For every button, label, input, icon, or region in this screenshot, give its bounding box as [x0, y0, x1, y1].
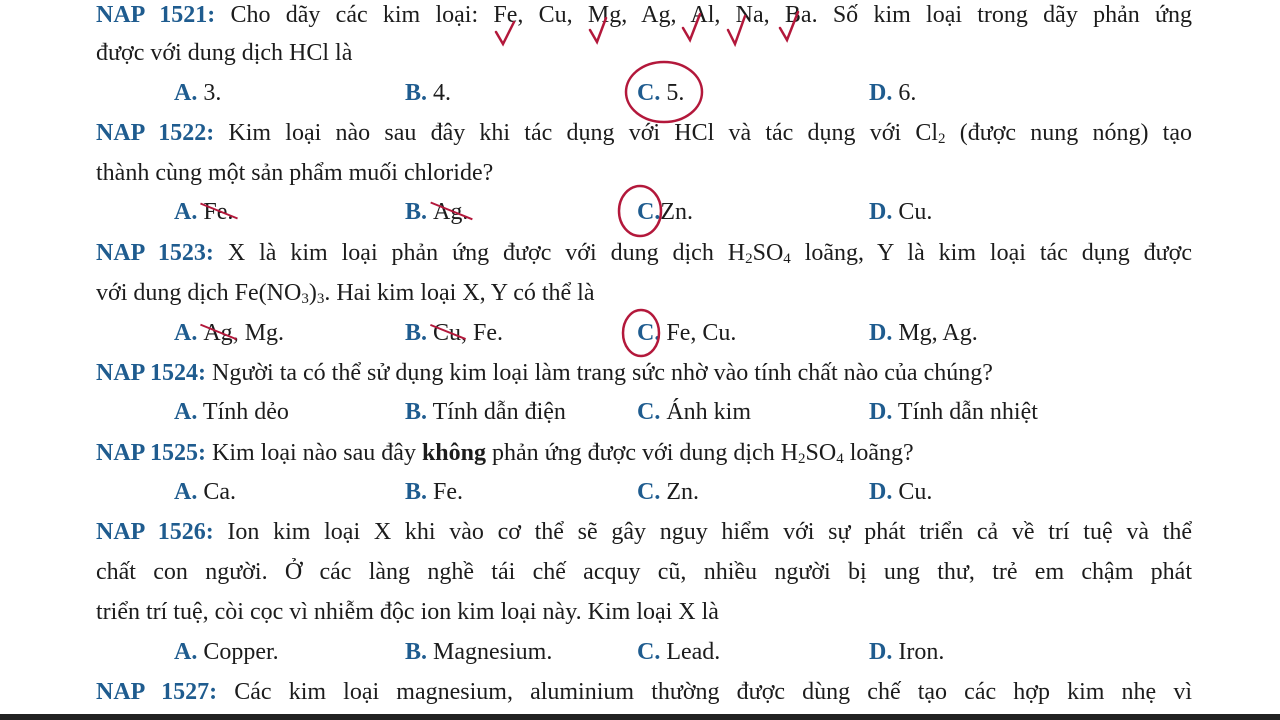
question-text: Các kim loại magnesium, aluminium thường được dùng chế tạo các hợp kim nhẹ vì: [234, 679, 1192, 705]
option-b: B. Magnesium.: [405, 639, 553, 665]
question-label: NAP 1526:: [96, 519, 214, 545]
option-d: D. Tính dẫn nhiệt: [869, 399, 1038, 425]
question-label: NAP 1527:: [96, 679, 218, 705]
option-c: C. Zn.: [637, 479, 700, 505]
option-d: D. Iron.: [869, 639, 945, 665]
question-1522-line-2: [96, 158, 1192, 188]
question-label: NAP 1521:: [96, 2, 216, 28]
question-label: NAP 1524:: [96, 360, 206, 386]
question-1526-line-3: [96, 597, 1192, 627]
question-1523-line-2: [96, 278, 1192, 308]
question-1522-line-1: [96, 118, 1192, 148]
option-b: B. Tính dẫn điện: [405, 399, 566, 425]
option-c: C. 5.: [637, 80, 685, 106]
question-label: NAP 1525:: [96, 440, 206, 466]
option-a: A. Ca.: [174, 479, 237, 505]
option-c: C. Fe, Cu.: [637, 320, 737, 346]
question-1527-line-1: [96, 677, 1192, 707]
option-b: B. Fe.: [405, 479, 464, 505]
option-d: D. Mg, Ag.: [869, 320, 978, 346]
bottom-edge: [0, 714, 1280, 720]
option-d: D. 6.: [869, 80, 917, 106]
question-label: NAP 1523:: [96, 240, 214, 266]
question-text: Người ta có thể sử dụng kim loại làm trang sức nhờ vào tính chất nào của chúng?: [212, 360, 993, 386]
option-a: A. Copper.: [174, 639, 279, 665]
question-text: Cho dãy các kim loại: Fe, Cu, Mg, Ag, Al, Na, Ba. Số kim loại trong dãy phản ứng: [230, 2, 1193, 28]
option-a: A. Fe.: [174, 199, 234, 225]
option-b: B. Ag.: [405, 199, 469, 225]
question-label: NAP 1522:: [96, 120, 215, 146]
question-text: X là kim loại phản ứng được với dung dịch $H_2SO_4$ loãng, Y là kim loại tác dụng được: [227, 240, 1193, 267]
option-b: B. Cu, Fe.: [405, 320, 504, 346]
question-1523-line-1: [96, 238, 1192, 268]
option-c: C. Ánh kim: [637, 399, 752, 425]
question-text: thành cùng một sản phẩm muối chloride?: [96, 160, 494, 186]
question-1521-line-1: [96, 0, 1192, 30]
question-1521-line-2: [96, 38, 1192, 68]
option-c: C. Lead.: [637, 639, 721, 665]
question-text: triển trí tuệ, còi cọc vì nhiễm độc ion kim loại này. Kim loại X là: [96, 599, 719, 625]
question-1526-line-1: [96, 517, 1192, 547]
question-text: với dung dịch $Fe(NO_3)_3$. Hai kim loại X, Y có thể là: [96, 280, 595, 307]
option-a: A. 3.: [174, 80, 222, 106]
option-a: A. Tính dẻo: [174, 399, 289, 425]
option-a: A. Ag, Mg.: [174, 320, 285, 346]
option-d: D. Cu.: [869, 199, 933, 225]
question-1525-line-1: [96, 438, 1192, 468]
option-b: B. 4.: [405, 80, 452, 106]
question-text: chất con người. Ở các làng nghề tái chế acquy cũ, nhiều người bị ung thư, trẻ em chậm phát: [96, 559, 1192, 585]
question-text: Kim loại nào sau đây không phản ứng được với dung dịch $H_2SO_4$ loãng?: [212, 440, 914, 467]
option-d: D. Cu.: [869, 479, 933, 505]
question-text: được với dung dịch HCl là: [96, 40, 353, 66]
question-text: Kim loại nào sau đây khi tác dụng với HCl và tác dụng với $Cl_2$ (được nung nóng) tạo: [228, 120, 1192, 147]
question-1524-line-1: [96, 358, 1192, 388]
question-text: Ion kim loại X khi vào cơ thể sẽ gây nguy hiểm với sự phát triển cả về trí tuệ và thể: [227, 519, 1192, 545]
question-1526-line-2: [96, 557, 1192, 587]
option-c: C.Zn.: [637, 199, 694, 225]
